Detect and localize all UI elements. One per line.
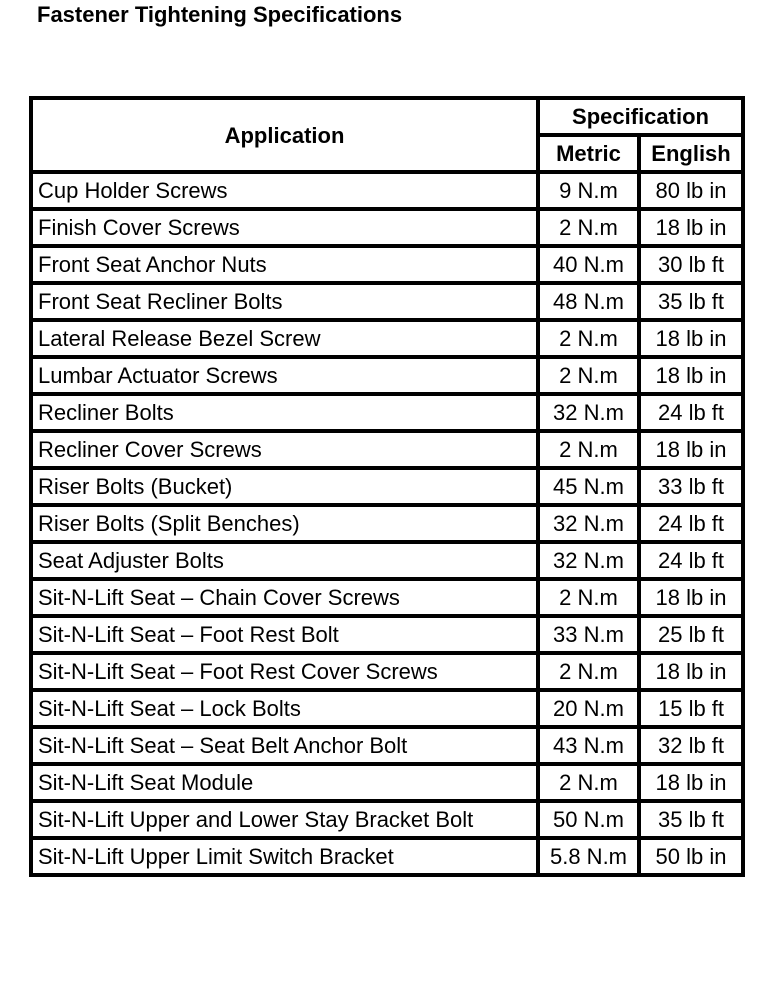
english-cell: 33 lb ft <box>639 468 743 505</box>
table-row <box>31 653 743 690</box>
application-header: Application <box>31 98 538 172</box>
application-cell: Recliner Cover Screws <box>31 431 538 468</box>
english-header: English <box>639 135 743 172</box>
application-cell: Riser Bolts (Bucket) <box>31 468 538 505</box>
application-cell: Sit-N-Lift Seat – Foot Rest Cover Screws <box>31 653 538 690</box>
english-cell: 30 lb ft <box>639 246 743 283</box>
english-cell: 24 lb ft <box>639 542 743 579</box>
application-cell: Sit-N-Lift Seat – Foot Rest Bolt <box>31 616 538 653</box>
table-row <box>31 172 743 209</box>
metric-cell: 2 N.m <box>538 320 639 357</box>
english-cell: 18 lb in <box>639 579 743 616</box>
application-cell: Recliner Bolts <box>31 394 538 431</box>
application-cell: Sit-N-Lift Seat – Chain Cover Screws <box>31 579 538 616</box>
english-cell: 18 lb in <box>639 653 743 690</box>
application-cell: Sit-N-Lift Seat Module <box>31 764 538 801</box>
metric-cell: 20 N.m <box>538 690 639 727</box>
metric-cell: 2 N.m <box>538 431 639 468</box>
metric-cell: 2 N.m <box>538 653 639 690</box>
metric-cell: 43 N.m <box>538 727 639 764</box>
table-row <box>31 357 743 394</box>
metric-cell: 50 N.m <box>538 801 639 838</box>
metric-cell: 32 N.m <box>538 505 639 542</box>
application-cell: Finish Cover Screws <box>31 209 538 246</box>
specification-header: Specification <box>538 98 743 135</box>
application-cell: Front Seat Anchor Nuts <box>31 246 538 283</box>
metric-cell: 2 N.m <box>538 764 639 801</box>
table-row <box>31 246 743 283</box>
table-row <box>31 616 743 653</box>
application-cell: Lumbar Actuator Screws <box>31 357 538 394</box>
application-cell: Sit-N-Lift Upper Limit Switch Bracket <box>31 838 538 875</box>
table-row <box>31 431 743 468</box>
page-title: Fastener Tightening Specifications <box>37 2 403 27</box>
table-row <box>31 542 743 579</box>
metric-cell: 48 N.m <box>538 283 639 320</box>
application-cell: Sit-N-Lift Upper and Lower Stay Bracket Bolt <box>31 801 538 838</box>
english-cell: 18 lb in <box>639 764 743 801</box>
metric-cell: 33 N.m <box>538 616 639 653</box>
application-cell: Lateral Release Bezel Screw <box>31 320 538 357</box>
table-row <box>31 320 743 357</box>
table-row <box>31 690 743 727</box>
metric-cell: 32 N.m <box>538 542 639 579</box>
english-cell: 18 lb in <box>639 209 743 246</box>
metric-cell: 32 N.m <box>538 394 639 431</box>
metric-cell: 45 N.m <box>538 468 639 505</box>
application-cell: Riser Bolts (Split Benches) <box>31 505 538 542</box>
table-row <box>31 801 743 838</box>
english-cell: 24 lb ft <box>639 505 743 542</box>
spec-table-body <box>31 172 743 875</box>
metric-cell: 5.8 N.m <box>538 838 639 875</box>
application-cell: Cup Holder Screws <box>31 172 538 209</box>
english-cell: 25 lb ft <box>639 616 743 653</box>
application-cell: Front Seat Recliner Bolts <box>31 283 538 320</box>
metric-cell: 40 N.m <box>538 246 639 283</box>
english-cell: 24 lb ft <box>639 394 743 431</box>
english-cell: 50 lb in <box>639 838 743 875</box>
metric-cell: 9 N.m <box>538 172 639 209</box>
metric-cell: 2 N.m <box>538 209 639 246</box>
table-row <box>31 727 743 764</box>
english-cell: 15 lb ft <box>639 690 743 727</box>
table-row <box>31 209 743 246</box>
table-row <box>31 505 743 542</box>
table-row <box>31 394 743 431</box>
metric-cell: 2 N.m <box>538 579 639 616</box>
english-cell: 32 lb ft <box>639 727 743 764</box>
english-cell: 35 lb ft <box>639 801 743 838</box>
application-cell: Sit-N-Lift Seat – Lock Bolts <box>31 690 538 727</box>
english-cell: 35 lb ft <box>639 283 743 320</box>
application-cell: Sit-N-Lift Seat – Seat Belt Anchor Bolt <box>31 727 538 764</box>
table-row <box>31 764 743 801</box>
fastener-spec-table <box>29 96 745 877</box>
english-cell: 18 lb in <box>639 431 743 468</box>
table-row <box>31 838 743 875</box>
table-row <box>31 579 743 616</box>
table-row <box>31 468 743 505</box>
application-cell: Seat Adjuster Bolts <box>31 542 538 579</box>
english-cell: 80 lb in <box>639 172 743 209</box>
table-row <box>31 283 743 320</box>
english-cell: 18 lb in <box>639 320 743 357</box>
english-cell: 18 lb in <box>639 357 743 394</box>
metric-header: Metric <box>538 135 639 172</box>
header-row <box>31 98 743 135</box>
metric-cell: 2 N.m <box>538 357 639 394</box>
